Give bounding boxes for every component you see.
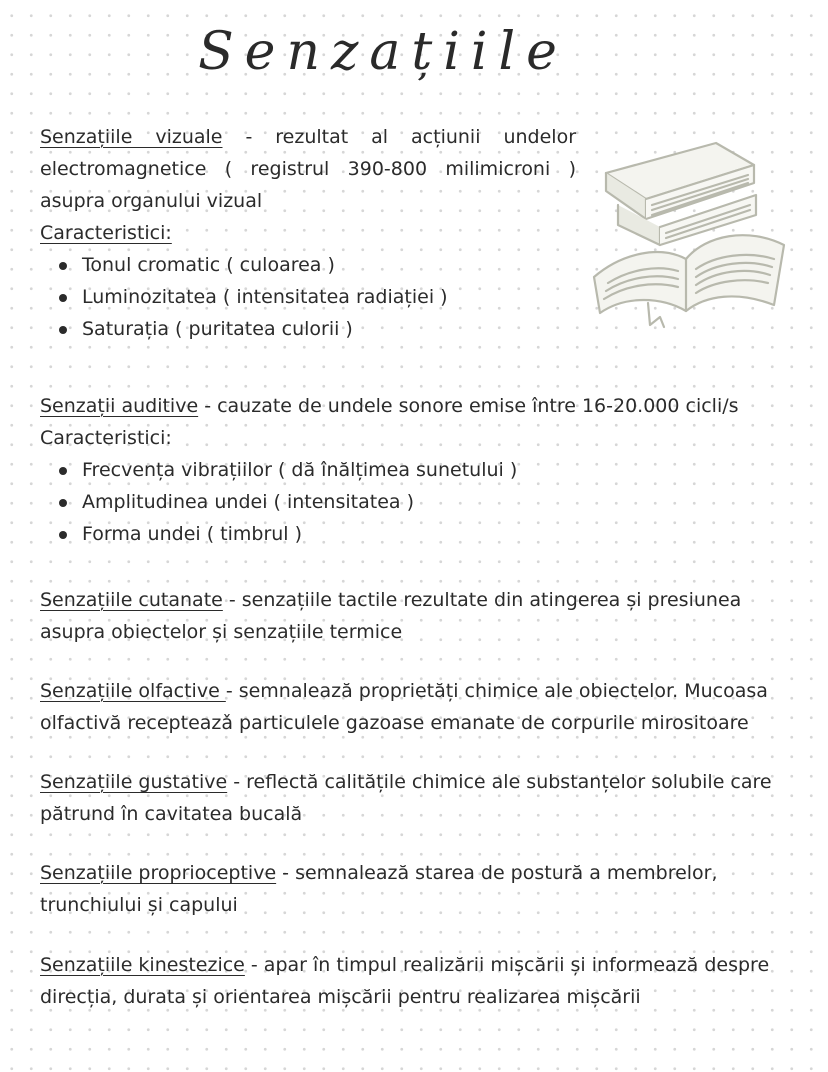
section-heading: Caracteristici: bbox=[40, 427, 172, 449]
list-item: Forma undei ( timbrul ) bbox=[56, 518, 810, 550]
section-proprioceptive bbox=[40, 857, 740, 921]
list-item: Amplitudinea undei ( intensitatea ) bbox=[56, 486, 810, 518]
section-term: Senzațiile kinestezice bbox=[40, 954, 245, 976]
list-item: Tonul cromatic ( culoarea ) bbox=[56, 249, 576, 281]
section-description: - reflectă calitățile chimice ale substanțelor solubile care pătrund în cavitatea bucală bbox=[40, 771, 772, 825]
list-item: Luminozitatea ( intensitatea radiației ) bbox=[56, 281, 576, 313]
section-heading: Caracteristici: bbox=[40, 222, 172, 244]
section-auditive bbox=[40, 390, 810, 550]
list-item: Frecvența vibrațiilor ( dă înălțimea sunetului ) bbox=[56, 454, 810, 486]
section-description: - rezultat al acțiunii undelor electromagnetice ( registrul 390-800 milimicroni ) asupra organului vizual bbox=[40, 126, 577, 212]
section-term: Senzațiile vizuale bbox=[40, 126, 223, 148]
section-kinestezice bbox=[40, 949, 800, 1013]
section-description: - semnalează proprietăți chimice ale obiectelor. Mucoasa olfactivă recepteazǎ particulele gazoase emanate de corpurile mirositoare bbox=[40, 680, 768, 734]
section-vizuale bbox=[40, 121, 576, 345]
section-description: - cauzate de undele sonore emise între 16-20.000 cicli/s bbox=[198, 395, 739, 417]
section-paragraph bbox=[40, 121, 576, 217]
section-description: - apar în timpul realizării mișcării și informează despre direcția, durata și orientarea mișcării pentru realizarea mișcării bbox=[40, 954, 770, 1008]
section-olfactive bbox=[40, 675, 800, 739]
characteristics-list bbox=[40, 454, 810, 550]
section-description: - senzațiile tactile rezultate din atingerea și presiunea asupra obiectelor și senzațiile termice bbox=[40, 589, 742, 643]
section-term: Senzațiile proprioceptive bbox=[40, 862, 277, 884]
characteristics-list bbox=[40, 249, 576, 345]
section-cutanate bbox=[40, 584, 770, 648]
page-title: Senzațiile bbox=[198, 22, 568, 82]
section-term: Senzațiile olfactive bbox=[40, 680, 226, 702]
section-term: Senzațiile cutanate bbox=[40, 589, 223, 611]
books-sketch-icon bbox=[588, 135, 788, 335]
section-term: Senzațiile gustative bbox=[40, 771, 228, 793]
list-item: Saturația ( puritatea culorii ) bbox=[56, 313, 576, 345]
section-description: - semnalează starea de postură a membrelor, trunchiului și capului bbox=[40, 862, 718, 916]
section-paragraph bbox=[40, 390, 810, 422]
section-term: Senzații auditive bbox=[40, 395, 199, 417]
section-gustative bbox=[40, 766, 810, 830]
